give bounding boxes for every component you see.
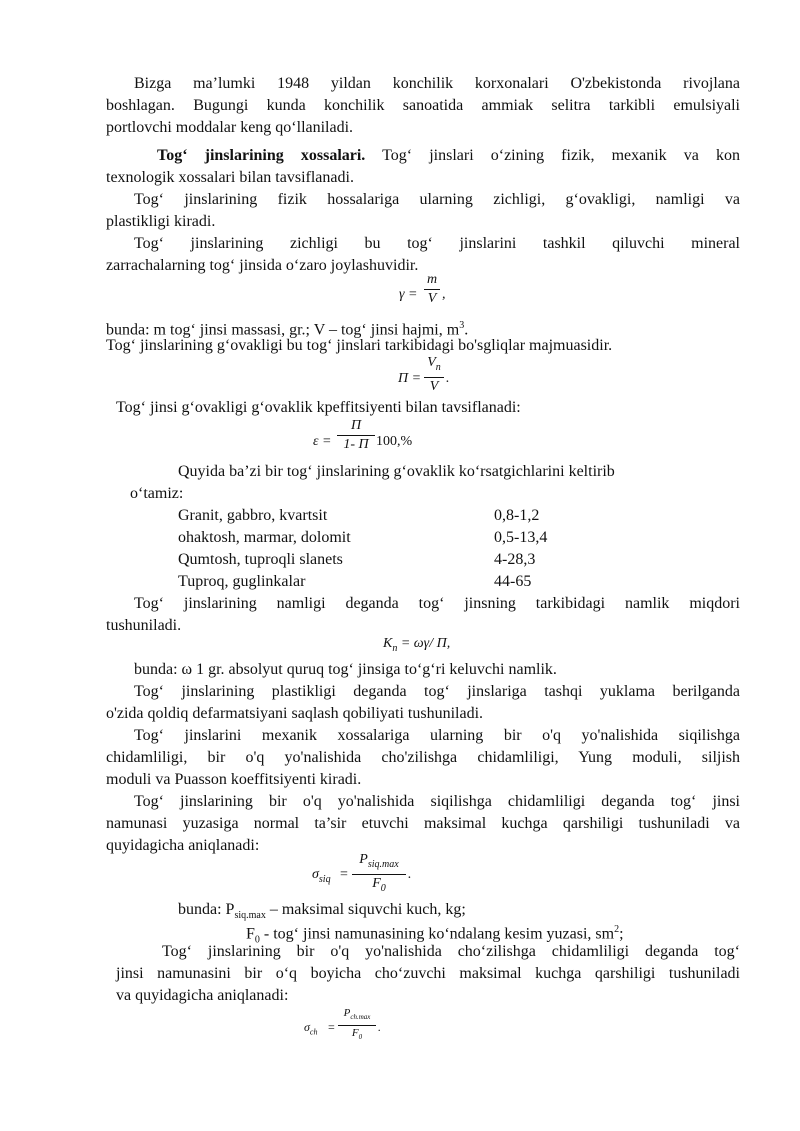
paragraph-line: jinsi namunasini bir o‘q boyicha cho‘zuvchi maksimal kuchga qarshiligi tushuniladi bbox=[116, 965, 740, 982]
formula-lhs: ε = bbox=[313, 434, 332, 449]
moisture-formula bbox=[383, 637, 450, 656]
formula-equals: = bbox=[340, 867, 348, 882]
paragraph-line: tushuniladi. bbox=[106, 617, 182, 634]
formula-numerator: m bbox=[426, 272, 438, 287]
rock-porosity-value: 4-28,3 bbox=[494, 551, 536, 568]
rock-name: Granit, gabbro, kvartsit bbox=[178, 507, 328, 524]
fraction-bar bbox=[424, 289, 440, 290]
fraction-bar bbox=[338, 1025, 376, 1026]
paragraph-text: Tog‘ jinslari o‘zining fizik, mexanik va kon bbox=[382, 147, 740, 164]
paragraph-line: va quyidagicha aniqlanadi: bbox=[116, 987, 289, 1004]
formula-lhs: Π = bbox=[398, 371, 422, 386]
paragraph-line: namunasi yuzasiga normal ta’sir etuvchi maksimal kuchga qarshiligi tushuniladi va bbox=[106, 815, 740, 832]
paragraph-line: zarrachalarning tog‘ jinsida o‘zaro joylashuvidir. bbox=[106, 257, 419, 274]
fraction-bar bbox=[424, 377, 444, 378]
paragraph-line: Bizga ma’lumki 1948 yildan konchilik korxonalari O'zbekistonda rivojlana bbox=[134, 75, 740, 92]
paragraph-line: Tog‘ jinslarining bir o'q yo'nalishida cho‘zilishga chidamliligi deganda tog‘ bbox=[162, 943, 740, 960]
section-heading: Tog‘ jinslarining xossalari. bbox=[157, 147, 366, 164]
paragraph-line: Quyida ba’zi bir tog‘ jinslarining g‘ovaklik ko‘rsatgichlarini keltirib bbox=[178, 463, 615, 480]
paragraph-line: Tog‘ jinslarining fizik hossalariga ularning zichligi, g‘ovakligi, namligi va bbox=[134, 191, 740, 208]
fraction-bar bbox=[352, 874, 406, 875]
fraction-bar bbox=[337, 435, 375, 436]
formula-denominator: $F_0$ bbox=[372, 875, 386, 894]
formula-fraction bbox=[424, 272, 440, 307]
formula-lhs: $\sigma_{ch}$ bbox=[304, 1020, 318, 1037]
formula-numerator: $P_{ch.max}$ bbox=[343, 1007, 371, 1022]
paragraph-line: boshlagan. Bugungi kunda konchilik sanoatida ammiak selitra tarkibli emulsiyali bbox=[106, 97, 740, 114]
formula-denominator: V bbox=[429, 378, 439, 394]
paragraph-line: chidamliligi, bir o'q yo'nalishida cho'zilishga chidamliligi, Yung moduli, siljish bbox=[106, 749, 740, 766]
paragraph-line: o'zida qoldiq defarmatsiyani saqlash qobiliyati tushuniladi. bbox=[106, 705, 484, 722]
paragraph-line: quyidagicha aniqlanadi: bbox=[106, 837, 260, 854]
rock-porosity-value: 0,8-1,2 bbox=[494, 507, 540, 524]
formula-numerator: $P_{siq.max}$ bbox=[359, 852, 399, 870]
paragraph-text: bunda: m tog‘ jinsi massasi, gr.; V – tog‘ jinsi hajmi, m bbox=[106, 321, 460, 339]
formula-fraction bbox=[338, 1007, 376, 1044]
formula-fraction bbox=[424, 355, 444, 395]
formula-denominator: 1- Π bbox=[343, 437, 369, 452]
rock-porosity-value: 0,5-13,4 bbox=[494, 529, 548, 546]
paragraph-line: plastikligi kiradi. bbox=[106, 213, 216, 230]
paragraph-text: . bbox=[464, 321, 469, 339]
formula-rest: = ωγ/ Π, bbox=[397, 636, 451, 651]
paragraph-line: Tog‘ jinsi g‘ovakligi g‘ovaklik kpeffitsiyenti bilan tavsiflanadi: bbox=[116, 399, 521, 416]
paragraph-line: Tog‘ jinslarini mexanik xossalariga ularning bir o'q yo'nalishida siqilishga bbox=[134, 727, 740, 744]
paragraph-line: Tog‘ jinslarining zichligi bu tog‘ jinslarini tashkil qiluvchi mineral bbox=[134, 235, 740, 252]
formula-tail: 100,% bbox=[376, 434, 413, 449]
paragraph-line bbox=[157, 146, 740, 166]
formula-tail: . bbox=[378, 1020, 381, 1034]
paragraph-line: bunda: ω 1 gr. absolyut quruq tog‘ jinsiga to‘g‘ri keluvchi namlik. bbox=[134, 661, 557, 678]
formula-symbol: K bbox=[383, 636, 393, 651]
paragraph-line: Tog‘ jinslarining plastikligi deganda tog‘ jinslariga tashqi yuklama berilganda bbox=[134, 683, 740, 700]
paragraph-line: Tog‘ jinslarining bir o'q yo'nalishida siqilishga chidamliligi deganda tog‘ jinsi bbox=[134, 793, 740, 810]
formula-fraction bbox=[352, 852, 406, 897]
rock-name: Tuproq, guglinkalar bbox=[178, 573, 306, 590]
formula-lhs: γ = bbox=[399, 287, 418, 302]
rock-name: Qumtosh, tuproqli slanets bbox=[178, 551, 343, 568]
paragraph-line: texnologik xossalari bilan tavsiflanadi. bbox=[106, 169, 354, 186]
paragraph-line: Tog‘ jinslarining namligi deganda tog‘ jinsning tarkibidagi namlik miqdori bbox=[134, 595, 740, 612]
paragraph-line: o‘tamiz: bbox=[130, 485, 184, 502]
paragraph-line: Tog‘ jinslarining g‘ovakligi bu tog‘ jinslari tarkibidagi bo'sgliqlar majmuasidir. bbox=[106, 337, 613, 354]
superscript: 3 bbox=[459, 320, 465, 331]
formula-tail: . bbox=[446, 371, 450, 386]
paragraph-line: moduli va Puasson koeffitsiyenti kiradi. bbox=[106, 771, 362, 788]
formula-lhs: $\sigma_{siq}$ bbox=[312, 867, 331, 885]
paragraph-line: portlovchi moddalar keng qo‘llaniladi. bbox=[106, 119, 354, 136]
rock-name: ohaktosh, marmar, dolomit bbox=[178, 529, 351, 546]
formula-denominator: V bbox=[427, 291, 437, 306]
formula-tail: , bbox=[442, 287, 446, 302]
formula-denominator: $F_0$ bbox=[351, 1027, 363, 1042]
formula-tail: . bbox=[408, 867, 412, 882]
formula-numerator: Π bbox=[350, 418, 362, 433]
formula-fraction bbox=[337, 418, 375, 453]
rock-porosity-value: 44-65 bbox=[494, 573, 532, 590]
paragraph-line: bunda: $P_{siq.max}$ – maksimal siquvchi kuch, kg; bbox=[178, 901, 466, 922]
subscript: n bbox=[392, 642, 398, 654]
paragraph-line: $F_0$ - tog‘ jinsi namunasining ko‘ndalang kesim yuzasi, $sm^2$; bbox=[246, 924, 624, 946]
formula-numerator: $V_n$ bbox=[427, 355, 441, 373]
formula-equals: = bbox=[328, 1020, 335, 1034]
